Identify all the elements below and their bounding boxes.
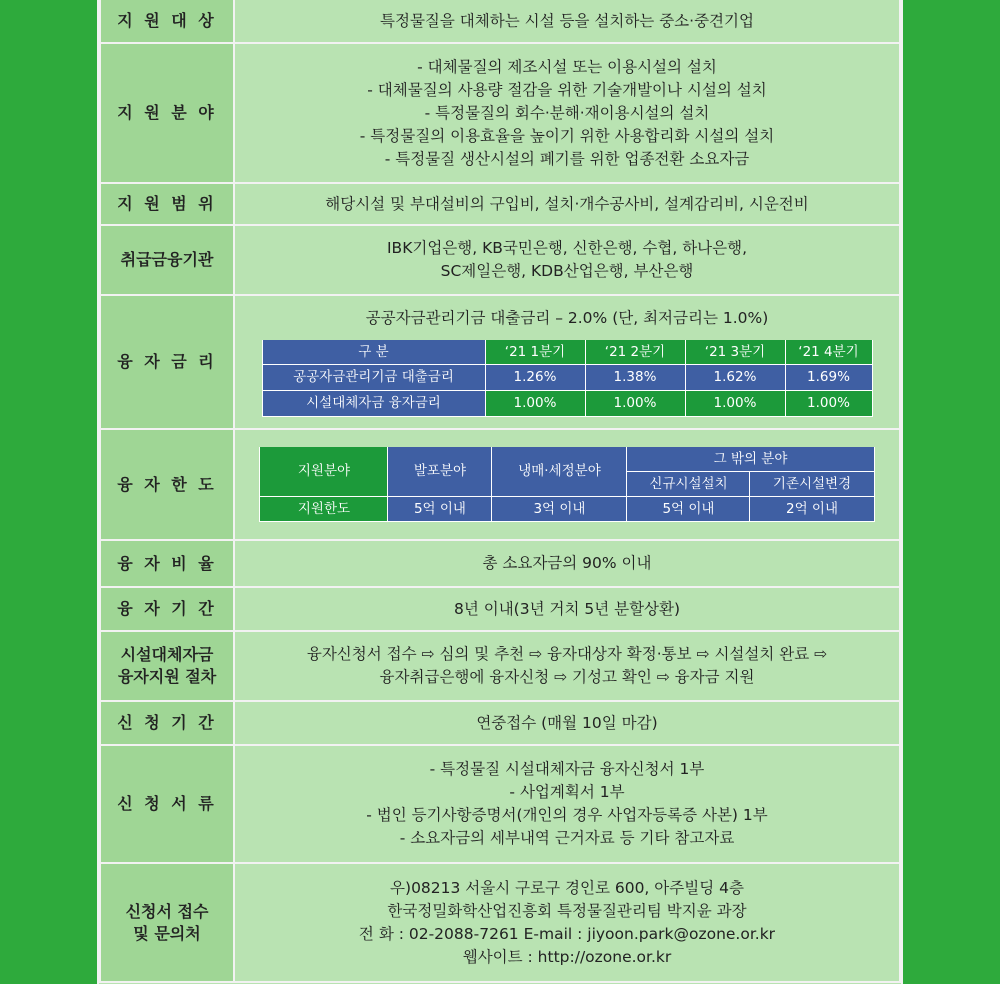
label-procedure [100,631,234,701]
rate-cell: 1.00% [485,390,585,416]
row-target [100,0,900,43]
rate-cell: 1.00% [685,390,785,416]
limit-header-row [260,447,874,472]
documents-line: - 사업계획서 1부 [509,783,625,801]
row-rate [100,295,900,429]
row-field [100,43,900,183]
rate-cell: 1.26% [485,364,585,390]
value-apply-period: 연중접수 (매월 10일 마감) [234,701,900,745]
value-documents [234,745,900,863]
rate-header-cell: ‘21 1분기 [485,340,585,364]
label-limit: 융 자 한 도 [100,429,234,540]
procedure-label-line: 시설대체자금 [120,645,214,664]
limit-header-change: 기존시설변경 [750,472,874,497]
label-target: 지 원 대 상 [100,0,234,43]
procedure-line: 융자신청서 접수 ⇨ 심의 및 추천 ⇨ 융자대상자 확정·통보 ⇨ 시설설치 완료 ⇨ [306,645,828,663]
value-ratio: 총 소요자금의 90% 이내 [234,540,900,587]
limit-table [259,447,874,523]
value-field [234,43,900,183]
row-ratio [100,540,900,587]
row-scope [100,183,900,225]
value-contact [234,863,900,982]
documents-line: - 특정물질 시설대체자금 융자신청서 1부 [429,760,705,778]
value-procedure [234,631,900,701]
rate-row-name: 시설대체자금 융자금리 [262,390,485,416]
rate-cell: 1.00% [585,390,685,416]
label-rate: 융 자 금 리 [100,295,234,429]
row-contact [100,863,900,982]
value-target: 특정물질을 대체하는 시설 등을 설치하는 중소·중견기업 [234,0,900,43]
limit-row [260,497,874,522]
value-banks [234,225,900,295]
field-line: - 특정물질의 회수·분해·재이용시설의 설치 [424,103,710,122]
value-scope: 해당시설 및 부대설비의 구입비, 설치·개수공사비, 설계감리비, 시운전비 [234,183,900,225]
banks-line: SC제일은행, KDB산업은행, 부산은행 [440,262,694,280]
rate-cell: 1.62% [685,364,785,390]
row-documents [100,745,900,863]
label-ratio: 융 자 비 율 [100,540,234,587]
label-apply-period: 신 청 기 간 [100,701,234,745]
contact-line: 한국정밀화학산업진흥회 특정물질관리팀 박지윤 과장 [387,901,747,920]
limit-cell: 3억 이내 [492,497,627,522]
procedure-label-line: 융자지원 절차 [117,667,217,686]
contact-label-line: 및 문의처 [133,923,201,943]
limit-header-other: 그 밖의 분야 [627,447,874,472]
row-procedure [100,631,900,701]
value-limit [234,429,900,540]
limit-header-cool: 냉매·세정분야 [492,447,627,497]
limit-cell: 5억 이내 [388,497,492,522]
field-line: - 특정물질 생산시설의 폐기를 위한 업종전환 소요자금 [384,149,750,168]
limit-cell: 5억 이내 [627,497,750,522]
limit-cell: 2억 이내 [750,497,874,522]
rate-cell: 1.38% [585,364,685,390]
rate-header-cell: ‘21 3분기 [685,340,785,364]
rate-cell: 1.69% [785,364,872,390]
support-info-sheet [97,0,903,984]
field-line: - 대체물질의 제조시설 또는 이용시설의 설치 [417,57,717,76]
row-period [100,587,900,631]
label-documents: 신 청 서 류 [100,745,234,863]
label-contact [100,863,234,982]
label-field: 지 원 분 야 [100,43,234,183]
rate-header-cell: ‘21 4분기 [785,340,872,364]
rate-row-name: 공공자금관리기금 대출금리 [262,364,485,390]
label-scope: 지 원 범 위 [100,183,234,225]
contact-line: 우)08213 서울시 구로구 경인로 600, 아주빌딩 4층 [390,878,744,897]
rate-row [262,364,872,390]
limit-row-label: 지원한도 [260,497,388,522]
rate-header-cell: 구 분 [262,340,485,364]
contact-label-line: 신청서 접수 [125,901,209,921]
banks-line: IBK기업은행, KB국민은행, 신한은행, 수협, 하나은행, [386,239,748,257]
field-line: - 특정물질의 이용효율을 높이기 위한 사용합리화 시설의 설치 [359,126,775,145]
label-period: 융 자 기 간 [100,587,234,631]
procedure-line: 융자취급은행에 융자신청 ⇨ 기성고 확인 ⇨ 융자금 지원 [379,668,755,686]
rate-cell: 1.00% [785,390,872,416]
rate-table [262,340,873,417]
rate-row [262,390,872,416]
contact-line: 웹사이트 : http://ozone.or.kr [462,947,672,966]
documents-line: - 법인 등기사항증명서(개인의 경우 사업자등록증 사본) 1부 [366,806,768,824]
row-limit [100,429,900,540]
rate-summary: 공공자금관리기금 대출금리 – 2.0% (단, 최저금리는 1.0%) [365,309,769,328]
contact-line: 전 화 : 02-2088-7261 E-mail : jiyoon.park@ozone.or.kr [358,924,776,943]
limit-header-foam: 발포분야 [388,447,492,497]
row-apply-period [100,701,900,745]
label-banks: 취급금융기관 [100,225,234,295]
value-rate [234,295,900,429]
documents-line: - 소요자금의 세부내역 근거자료 등 기타 참고자료 [399,829,735,847]
support-info-table [99,0,901,983]
field-line: - 대체물질의 사용량 절감을 위한 기술개발이나 시설의 설치 [367,80,767,99]
row-banks [100,225,900,295]
rate-header-row [262,340,872,364]
rate-header-cell: ‘21 2분기 [585,340,685,364]
limit-header-field: 지원분야 [260,447,388,497]
value-period: 8년 이내(3년 거치 5년 분할상환) [234,587,900,631]
limit-header-new: 신규시설설치 [627,472,750,497]
